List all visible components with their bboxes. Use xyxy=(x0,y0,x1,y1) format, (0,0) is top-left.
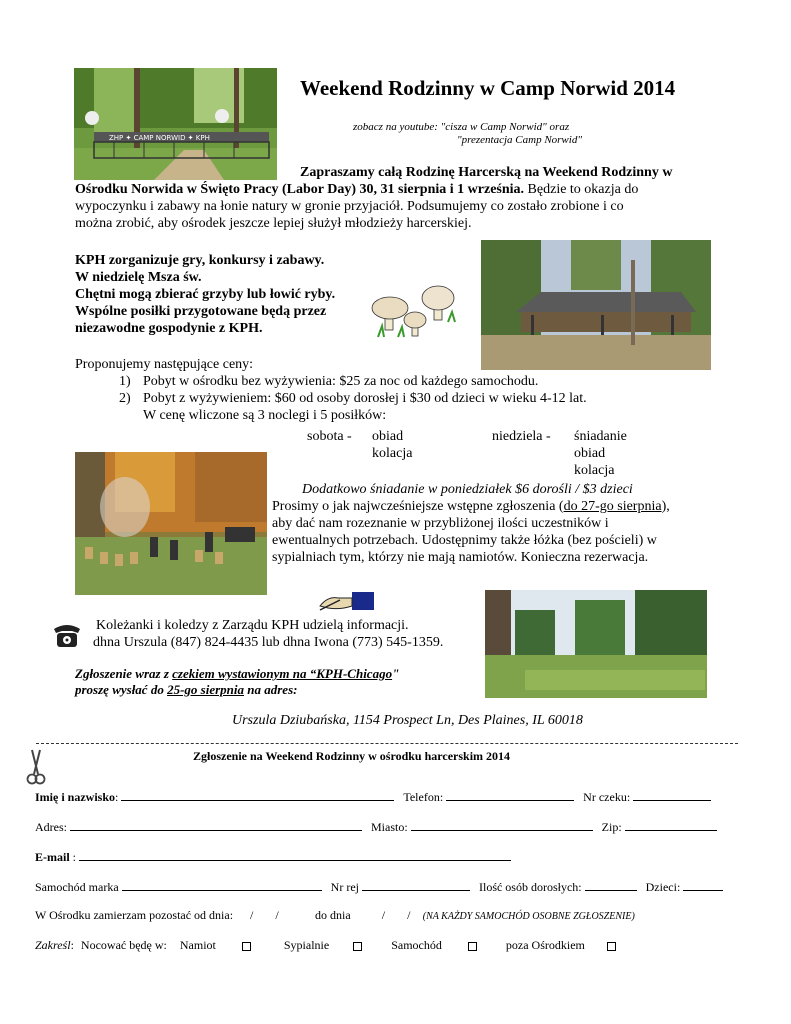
city-field[interactable] xyxy=(411,819,593,831)
adults-field[interactable] xyxy=(585,879,637,891)
form-row-car xyxy=(35,879,755,895)
phone-field[interactable] xyxy=(446,789,574,801)
form-row-address xyxy=(35,819,755,835)
name-field[interactable] xyxy=(121,789,394,801)
form-row-dates: W Ośrodku zamierzam pozostać od dnia: / / do dnia / / (NA KAŻDY SAMOCHÓD OSOBNE ZGŁOSZENIE) xyxy=(35,908,635,922)
stay-note: NA KAŻDY SAMOCHÓD OSOBNE ZGŁOSZENIE xyxy=(426,911,632,922)
outside-checkbox[interactable] xyxy=(607,942,616,951)
registration-request: Prosimy o jak najwcześniejsze wstępne zgłoszenia (do 27-go sierpnia), aby dać nam rozeznanie w przybliżonej ilości uczestników i ewentualnych potrzebach. Udostępnimy także łóżka (bez pościeli) w sypialniach tym, którzy nie mają namiotów. Konieczna rezerwacja. xyxy=(272,499,670,565)
check-field[interactable] xyxy=(633,789,711,801)
children-label: Dzieci: xyxy=(645,880,681,894)
svg-text:ZHP ✦ CAMP NORWID ✦ KPH: ZHP ✦ CAMP NORWID ✦ KPH xyxy=(109,134,210,142)
kph-activities: KPH zorganizuje gry, konkursy i zabawy. W niedzielę Msza św. Chętni mogą zbierać grzyby lub łowić ryby. Wspólne posiłki przygotowane będą przez niezawodne gospodynie z KPH. xyxy=(75,253,336,336)
zip-field[interactable] xyxy=(625,819,717,831)
scissors-icon xyxy=(26,748,46,786)
phone-label: Telefon: xyxy=(403,790,444,804)
intro-paragraph: Zapraszamy całą Rodzinę Harcerską na Weekend Rodzinny w Ośrodku Norwida w Święto Pracy (Labor Day) 30, 31 sierpnia i 1 września. Będzie to okazja do wypoczynku i zabawy na łonie natury w gronie przyjaciół. Podsumujemy co zostało zrobione i co można zrobić, aby ośrodek jeszcze lepiej służył młodzieży harcerskiej. xyxy=(75,165,673,231)
option-dorm[interactable]: Sypialnie xyxy=(284,938,362,952)
adults-label: Ilość osób dorosłych: xyxy=(478,880,582,894)
car-checkbox[interactable] xyxy=(468,942,477,951)
writing-hand-icon xyxy=(318,590,374,612)
option-outside[interactable]: poza Ośrodkiem xyxy=(506,938,616,952)
youtube-note: zobacz na youtube: "cisza w Camp Norwid" oraz "prezentacja Camp Norwid" xyxy=(353,121,582,146)
form-title: Zgłoszenie na Weekend Rodzinny w ośrodku harcerskim 2014 xyxy=(193,749,511,763)
from-date-field[interactable]: / / xyxy=(250,908,279,922)
cut-line xyxy=(36,743,738,744)
stay-label: W Ośrodku zamierzam pozostać od dnia: xyxy=(35,908,234,922)
zip-label: Zip: xyxy=(601,820,622,834)
email-label: E-mail xyxy=(35,850,70,864)
telephone-icon xyxy=(52,621,82,649)
extra-breakfast: Dodatkowo śniadanie w poniedziałek $6 dorośli / $3 dzieci xyxy=(302,482,633,497)
city-label: Miasto: xyxy=(371,820,408,834)
car-field[interactable] xyxy=(122,879,322,891)
campfire-photo xyxy=(75,452,267,595)
address-field[interactable] xyxy=(70,819,362,831)
to-date-field[interactable]: / / xyxy=(381,908,411,922)
option-tent[interactable]: Namiot xyxy=(180,938,251,952)
mushrooms-icon xyxy=(370,282,460,342)
name-label: Imię i nazwisko xyxy=(35,790,116,804)
meals-table: sobota - obiad kolacja niedziela - śniadanie obiad kolacja xyxy=(307,429,627,478)
children-field[interactable] xyxy=(683,879,723,891)
form-row-lodging: Zakreśl: Nocować będę w: Namiot Sypialnie Samochód poza Ośrodkiem xyxy=(35,938,755,953)
form-row-email: E-mail : xyxy=(35,849,755,865)
contact-info: Koleżanki i koledzy z Zarządu KPH udzielą informacji. dhna Urszula (847) 824-4435 lub dhna Iwona (773) 545-1359. xyxy=(93,618,444,650)
car-label: Samochód marka xyxy=(35,880,119,894)
address-label: Adres: xyxy=(35,820,67,834)
pavilion-photo xyxy=(481,240,711,370)
check-label: Nr czeku: xyxy=(583,790,631,804)
mark-label: Zakreśl xyxy=(35,938,71,952)
send-instructions: Zgłoszenie wraz z czekiem wystawionym na “KPH-Chicago" proszę wysłać do 25-go sierpnia na adres: xyxy=(75,666,400,697)
reg-field[interactable] xyxy=(362,879,470,891)
mailing-address: Urszula Dziubańska, 1154 Prospect Ln, Des Plaines, IL 60018 xyxy=(232,713,583,728)
prices-section: Proponujemy następujące ceny: 1) Pobyt w ośrodku bez wyżywienia: $25 za noc od każdego samochodu. 2) Pobyt z wyżywieniem: $60 od osoby dorosłej i $30 od dzieci w wieku 4-12 lat. W cenę wliczone są 3 noclegi i 5 posiłków: xyxy=(75,357,587,423)
page-title: Weekend Rodzinny w Camp Norwid 2014 xyxy=(300,76,676,100)
email-field[interactable] xyxy=(79,849,511,861)
sleep-label: Nocować będę w: xyxy=(80,938,167,952)
dorm-checkbox[interactable] xyxy=(353,942,362,951)
meadow-photo xyxy=(485,590,707,698)
reg-label: Nr rej xyxy=(330,880,359,894)
option-car[interactable]: Samochód xyxy=(391,938,477,952)
to-label: do dnia xyxy=(315,908,351,922)
form-row-name: Imię i nazwisko: Telefon: Nr czeku: xyxy=(35,789,755,805)
tent-checkbox[interactable] xyxy=(242,942,251,951)
